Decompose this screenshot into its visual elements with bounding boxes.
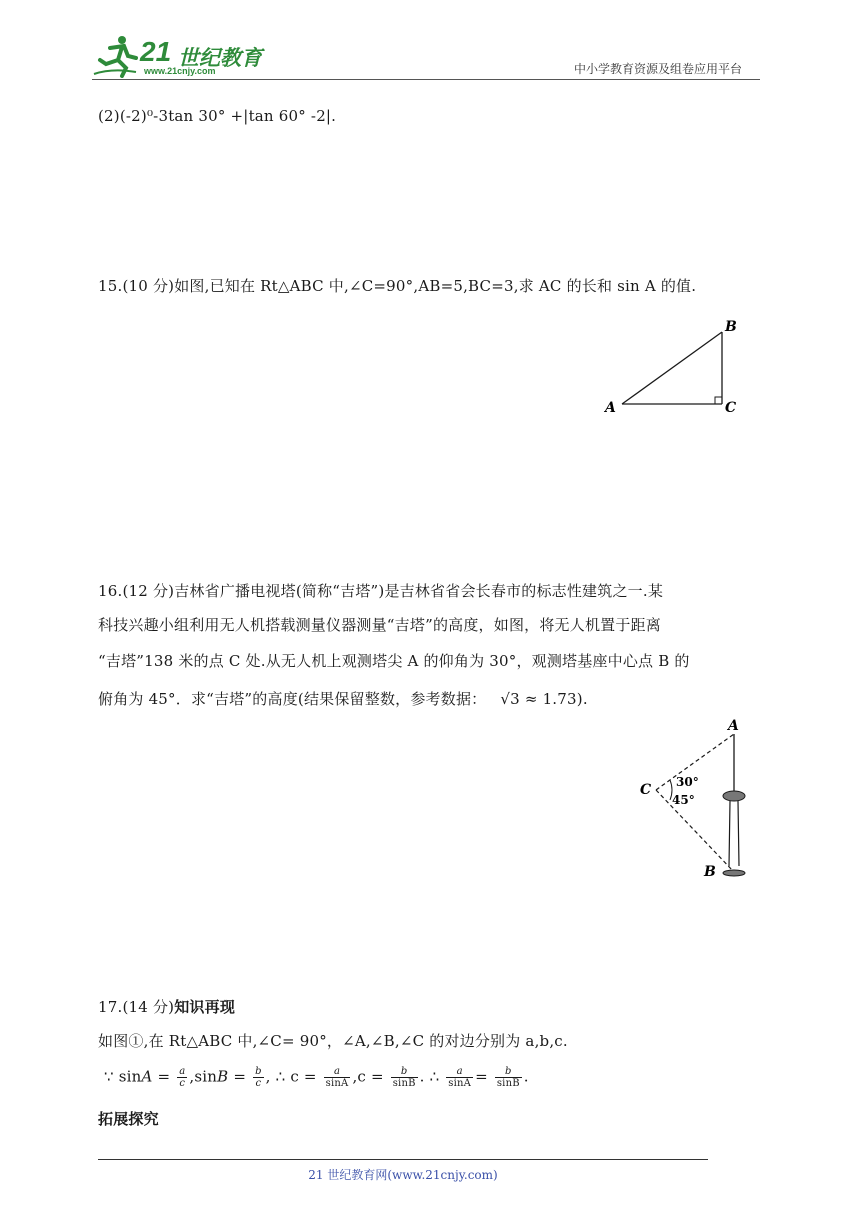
frac-den: sinA [325, 1078, 349, 1089]
therefore-text: , ∴ c = [265, 1067, 317, 1086]
frac-num: a [324, 1066, 351, 1078]
label-a: A [728, 718, 739, 734]
q16-line2: 科技兴趣小组利用无人机搭载测量仪器测量“吉塔”的高度，如图，将无人机置于距离 [98, 616, 661, 634]
q17-title [98, 996, 235, 1017]
footer-site-link[interactable]: 21 世纪教育网(www.21cnjy.com) [308, 1168, 498, 1182]
frac-num: b [495, 1066, 522, 1078]
frac-a-over-sina-2 [446, 1066, 473, 1089]
q17-section-extension: 拓展探究 [98, 1110, 159, 1128]
frac-b-over-sinb [391, 1066, 418, 1089]
frac-a-over-c [177, 1066, 187, 1089]
side-ab [622, 332, 722, 404]
frac-num: a [179, 1066, 186, 1077]
q16-tower-figure [630, 716, 770, 886]
sightline-to-b [656, 790, 734, 872]
angle-45-label: 45° [672, 793, 695, 807]
q16-reference-value: √3 ≈ 1.73). [500, 690, 588, 708]
label-a: A [605, 400, 616, 416]
tower-shaft [729, 801, 739, 866]
header-divider [92, 79, 760, 80]
q17-number: 17.(14 分) [98, 998, 175, 1016]
q14-part2-expression: (2)(-2)⁰-3tan 30° +|tan 60° -2|. [98, 107, 337, 125]
q15-triangle-figure [600, 318, 760, 418]
frac-a-over-sina [324, 1066, 351, 1089]
end-period: . [523, 1067, 529, 1086]
logo-text: 世纪教育 [178, 47, 262, 70]
eq-text: = [475, 1067, 488, 1086]
header-platform-text: 中小学教育资源及组卷应用平台 [574, 62, 743, 76]
label-b: B [725, 319, 737, 335]
frac-den: c [179, 1078, 186, 1089]
frac-num: a [446, 1066, 473, 1078]
runner-logo-icon [92, 34, 142, 78]
frac-num: b [255, 1066, 262, 1077]
logo-url: www.21cnjy.com [144, 66, 216, 76]
site-logo[interactable] [92, 34, 262, 78]
q16-line3: “吉塔”138 米的点 C 处.从无人机上观测塔尖 A 的仰角为 30°，观测塔基座中心点 B 的 [98, 652, 690, 670]
c2-text: ,c = [352, 1067, 384, 1086]
frac-den: sinA [448, 1078, 472, 1089]
frac-den: sinB [392, 1078, 416, 1089]
angle-30-label: 30° [676, 775, 699, 789]
label-c: C [725, 400, 737, 416]
sinb-text: ,sin [189, 1067, 218, 1086]
q16-line4-text: 俯角为 45°．求“吉塔”的高度(结果保留整数，参考数据： [98, 690, 487, 708]
label-b: B [704, 864, 716, 880]
q16-line1: 16.(12 分)吉林省广播电视塔(简称“吉塔”)是吉林省省会长春市的标志性建筑之一.某 [98, 582, 664, 600]
therefore2-text: . ∴ [419, 1067, 440, 1086]
frac-den: sinB [496, 1078, 520, 1089]
logo-number: 21 [140, 36, 172, 67]
right-angle-mark [715, 397, 722, 404]
q17-section-knowledge: 知识再现 [174, 998, 236, 1016]
q17-formula [104, 1066, 529, 1089]
frac-b-over-sinb-2 [495, 1066, 522, 1089]
frac-den: c [255, 1078, 262, 1089]
b-eq: B = [217, 1067, 247, 1086]
q16-line4 [98, 688, 588, 709]
tower-pod [723, 791, 745, 801]
q15-text: 15.(10 分)如图,已知在 Rt△ABC 中,∠C=90°,AB=5,BC=3,求 AC 的长和 sin A 的值. [98, 277, 697, 295]
a-eq: A = [141, 1067, 171, 1086]
label-c: C [640, 782, 652, 798]
because-text: ∵ sin [104, 1067, 142, 1086]
tower-base [723, 870, 745, 876]
footer-divider [98, 1159, 708, 1160]
q17-line2: 如图①,在 Rt△ABC 中,∠C= 90°，∠A,∠B,∠C 的对边分别为 a,b,c. [98, 1032, 568, 1050]
frac-b-over-c [253, 1066, 264, 1089]
frac-num: b [391, 1066, 418, 1078]
